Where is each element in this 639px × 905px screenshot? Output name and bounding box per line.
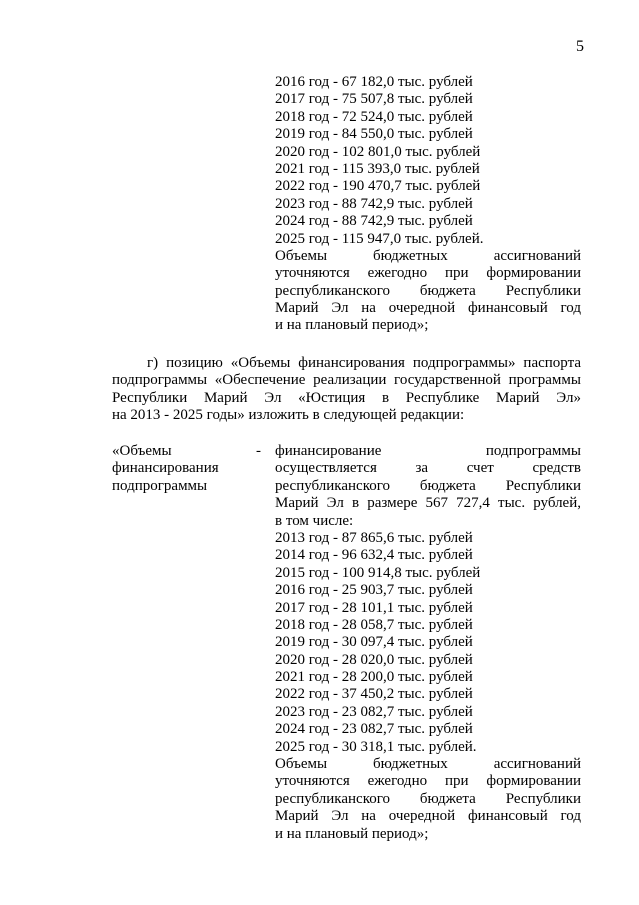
paragraph-line: на 2013 - 2025 годы» изложить в следующей редакции: [112,407,465,424]
year-line: 2018 год - 72 524,0 тыс. рублей [275,108,473,125]
intro-line: республиканского бюджета Республики [275,477,581,494]
year-line: 2024 год - 23 082,7 тыс. рублей [275,721,473,738]
year-line: 2014 год - 96 632,4 тыс. рублей [275,547,473,564]
intro-line: в том числе: [275,512,354,529]
year-line: 2020 год - 28 020,0 тыс. рублей [275,651,473,668]
note-line: республиканского бюджета Республики [275,282,581,299]
year-line: 2015 год - 100 914,8 тыс. рублей [275,564,481,581]
intro-line: финансирование подпрограммы [275,443,581,459]
label-dash: - [256,443,261,459]
note-line: Марий Эл на очередной финансовый год [275,808,581,825]
row-label [112,443,262,495]
year-line: 2020 год - 102 801,0 тыс. рублей [275,143,481,160]
year-line: 2021 год - 28 200,0 тыс. рублей [275,669,473,686]
amendment-paragraph [112,355,581,425]
funding-block-1 [275,74,581,335]
label-line: подпрограммы [112,477,208,494]
note-line: и на плановый период»; [275,317,429,334]
year-line: 2019 год - 84 550,0 тыс. рублей [275,126,473,143]
year-line: 2024 год - 88 742,9 тыс. рублей [275,213,473,230]
paragraph-line: подпрограммы «Обеспечение реализации государственной программы [112,372,581,389]
page-number: 5 [576,38,584,55]
year-line: 2019 год - 30 097,4 тыс. рублей [275,634,473,651]
year-line: 2017 год - 75 507,8 тыс. рублей [275,91,473,108]
note-line: Объемы бюджетных ассигнований [275,756,581,773]
year-line: 2017 год - 28 101,1 тыс. рублей [275,599,473,616]
year-line: 2023 год - 88 742,9 тыс. рублей [275,195,473,212]
funding-block-2 [275,443,581,843]
note-line: республиканского бюджета Республики [275,790,581,807]
intro-line: осуществляется за счет средств [275,460,581,477]
note-line: уточняются ежегодно при формировании [275,265,581,282]
paragraph-line: Республики Марий Эл «Юстиция в Республике Марий Эл» [112,389,581,406]
label-line: «Объемы [112,443,172,459]
note-line: Марий Эл на очередной финансовый год [275,300,581,317]
year-line: 2022 год - 190 470,7 тыс. рублей [275,178,481,195]
year-line: 2016 год - 67 182,0 тыс. рублей [275,74,473,90]
year-line: 2013 год - 87 865,6 тыс. рублей [275,529,473,546]
year-line: 2016 год - 25 903,7 тыс. рублей [275,582,473,599]
intro-line: Марий Эл в размере 567 727,4 тыс. рублей, [275,495,581,512]
year-line: 2021 год - 115 393,0 тыс. рублей [275,160,480,177]
note-line: уточняются ежегодно при формировании [275,773,581,790]
year-line: 2022 год - 37 450,2 тыс. рублей [275,686,473,703]
year-line: 2025 год - 115 947,0 тыс. рублей. [275,230,484,247]
year-line: 2018 год - 28 058,7 тыс. рублей [275,616,473,633]
note-line: и на плановый период»; [275,825,429,842]
note-line: Объемы бюджетных ассигнований [275,247,581,264]
label-line: финансирования [112,460,219,477]
year-line: 2023 год - 23 082,7 тыс. рублей [275,703,473,720]
paragraph-line: г) позицию «Объемы финансирования подпрограммы» паспорта [147,355,581,371]
year-line: 2025 год - 30 318,1 тыс. рублей. [275,738,477,755]
